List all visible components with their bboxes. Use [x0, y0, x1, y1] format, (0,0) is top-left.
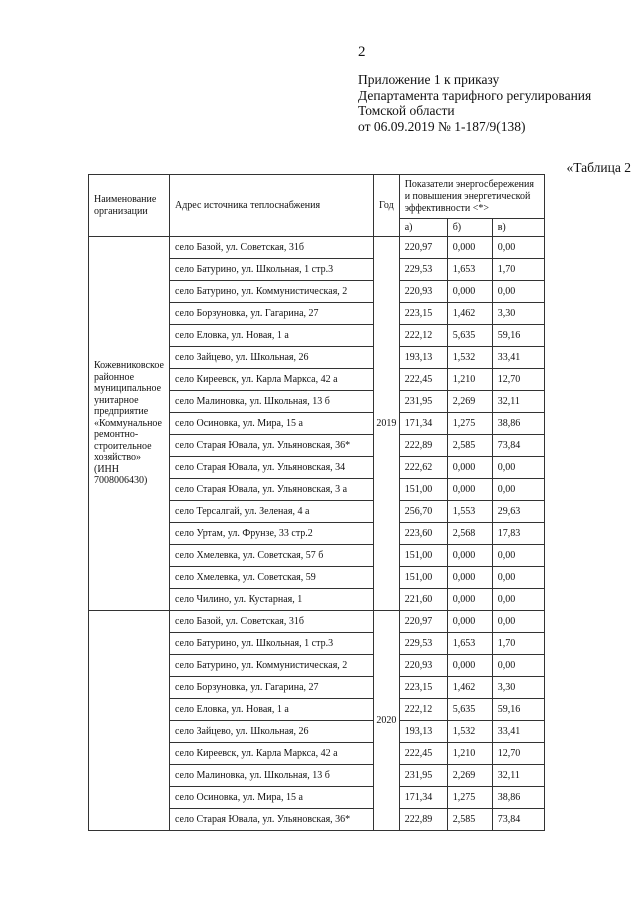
header-line-4: от 06.09.2019 № 1-187/9(138) [358, 118, 526, 134]
organization-name: Кожевниковское районное муниципальное унитарное предприятие «Коммунальное ремонтно-строительное хозяйство» (ИНН 7008006430) [89, 237, 170, 611]
address-cell: село Хмелевка, ул. Советская, 59 [170, 567, 374, 589]
col-header-indicators: Показатели энергосбережения и повышения энергетической эффективности <*> [399, 175, 544, 219]
value-b-cell: 1,210 [447, 743, 492, 765]
value-b-cell: 1,532 [447, 721, 492, 743]
value-a-cell: 223,15 [399, 303, 447, 325]
value-a-cell: 223,60 [399, 523, 447, 545]
value-c-cell: 12,70 [492, 743, 544, 765]
value-c-cell: 38,86 [492, 787, 544, 809]
value-c-cell: 38,86 [492, 413, 544, 435]
value-a-cell: 222,12 [399, 699, 447, 721]
address-cell: село Старая Ювала, ул. Ульяновская, 3 а [170, 479, 374, 501]
value-b-cell: 1,653 [447, 259, 492, 281]
address-cell: село Батурино, ул. Школьная, 1 стр.3 [170, 633, 374, 655]
value-a-cell: 229,53 [399, 633, 447, 655]
address-cell: село Старая Ювала, ул. Ульяновская, 36* [170, 809, 374, 831]
value-b-cell: 1,653 [447, 633, 492, 655]
value-b-cell: 0,000 [447, 281, 492, 303]
value-a-cell: 151,00 [399, 479, 447, 501]
value-a-cell: 193,13 [399, 721, 447, 743]
value-c-cell: 33,41 [492, 721, 544, 743]
value-a-cell: 151,00 [399, 545, 447, 567]
value-c-cell: 73,84 [492, 809, 544, 831]
address-cell: село Киреевск, ул. Карла Маркса, 42 а [170, 369, 374, 391]
value-c-cell: 17,83 [492, 523, 544, 545]
table-label: «Таблица 2 [566, 160, 631, 175]
address-cell: село Старая Ювала, ул. Ульяновская, 36* [170, 435, 374, 457]
value-c-cell: 1,70 [492, 633, 544, 655]
header-line-2: Департамента тарифного регулирования [358, 87, 592, 103]
value-c-cell: 73,84 [492, 435, 544, 457]
value-c-cell: 0,00 [492, 281, 544, 303]
col-header-year: Год [374, 175, 400, 237]
value-b-cell: 0,000 [447, 545, 492, 567]
table-row [89, 611, 545, 633]
value-b-cell: 1,210 [447, 369, 492, 391]
value-c-cell: 12,70 [492, 369, 544, 391]
value-c-cell: 33,41 [492, 347, 544, 369]
value-c-cell: 0,00 [492, 545, 544, 567]
value-c-cell: 0,00 [492, 479, 544, 501]
value-c-cell: 0,00 [492, 611, 544, 633]
col-header-a: а) [399, 219, 447, 237]
value-b-cell: 2,585 [447, 809, 492, 831]
value-c-cell: 0,00 [492, 457, 544, 479]
value-a-cell: 193,13 [399, 347, 447, 369]
value-a-cell: 231,95 [399, 765, 447, 787]
address-cell: село Батурино, ул. Коммунистическая, 2 [170, 655, 374, 677]
address-cell: село Осиновка, ул. Мира, 15 а [170, 413, 374, 435]
document-header [358, 72, 591, 134]
value-a-cell: 222,12 [399, 325, 447, 347]
address-cell: село Зайцево, ул. Школьная, 26 [170, 721, 374, 743]
value-b-cell: 2,269 [447, 391, 492, 413]
address-cell: село Чилино, ул. Кустарная, 1 [170, 589, 374, 611]
address-cell: село Уртам, ул. Фрунзе, 33 стр.2 [170, 523, 374, 545]
year-cell: 2019 [374, 237, 400, 611]
value-a-cell: 222,89 [399, 809, 447, 831]
address-cell: село Борзуновка, ул. Гагарина, 27 [170, 677, 374, 699]
value-b-cell: 1,532 [447, 347, 492, 369]
value-a-cell: 220,93 [399, 655, 447, 677]
value-c-cell: 1,70 [492, 259, 544, 281]
value-a-cell: 222,45 [399, 743, 447, 765]
value-c-cell: 0,00 [492, 589, 544, 611]
value-a-cell: 221,60 [399, 589, 447, 611]
address-cell: село Киреевск, ул. Карла Маркса, 42 а [170, 743, 374, 765]
value-b-cell: 5,635 [447, 325, 492, 347]
value-c-cell: 59,16 [492, 325, 544, 347]
col-header-c: в) [492, 219, 544, 237]
address-cell: село Еловка, ул. Новая, 1 а [170, 325, 374, 347]
value-a-cell: 171,34 [399, 787, 447, 809]
value-b-cell: 0,000 [447, 589, 492, 611]
value-c-cell: 0,00 [492, 567, 544, 589]
value-a-cell: 220,97 [399, 611, 447, 633]
value-c-cell: 32,11 [492, 391, 544, 413]
table-body [89, 237, 545, 831]
value-b-cell: 1,275 [447, 787, 492, 809]
address-cell: село Борзуновка, ул. Гагарина, 27 [170, 303, 374, 325]
value-c-cell: 0,00 [492, 655, 544, 677]
value-c-cell: 3,30 [492, 677, 544, 699]
address-cell: село Батурино, ул. Школьная, 1 стр.3 [170, 259, 374, 281]
header-line-3: Томской области [358, 103, 455, 118]
col-header-b: б) [447, 219, 492, 237]
address-cell: село Малиновка, ул. Школьная, 13 б [170, 391, 374, 413]
year-cell: 2020 [374, 611, 400, 831]
value-c-cell: 32,11 [492, 765, 544, 787]
header-line-1: Приложение 1 к приказу [358, 72, 500, 87]
value-b-cell: 0,000 [447, 479, 492, 501]
value-c-cell: 3,30 [492, 303, 544, 325]
value-a-cell: 151,00 [399, 567, 447, 589]
address-cell: село Базой, ул. Советская, 31б [170, 611, 374, 633]
address-cell: село Зайцево, ул. Школьная, 26 [170, 347, 374, 369]
address-cell: село Батурино, ул. Коммунистическая, 2 [170, 281, 374, 303]
value-b-cell: 0,000 [447, 655, 492, 677]
value-a-cell: 222,45 [399, 369, 447, 391]
value-a-cell: 220,93 [399, 281, 447, 303]
page-number: 2 [358, 44, 366, 60]
value-c-cell: 29,63 [492, 501, 544, 523]
address-cell: село Хмелевка, ул. Советская, 57 б [170, 545, 374, 567]
value-b-cell: 1,553 [447, 501, 492, 523]
value-b-cell: 5,635 [447, 699, 492, 721]
value-a-cell: 256,70 [399, 501, 447, 523]
value-b-cell: 2,585 [447, 435, 492, 457]
address-cell: село Старая Ювала, ул. Ульяновская, 34 [170, 457, 374, 479]
value-a-cell: 229,53 [399, 259, 447, 281]
table-row [89, 237, 545, 259]
value-b-cell: 1,275 [447, 413, 492, 435]
value-b-cell: 2,568 [447, 523, 492, 545]
value-b-cell: 0,000 [447, 567, 492, 589]
energy-table [88, 174, 545, 831]
value-a-cell: 223,15 [399, 677, 447, 699]
value-b-cell: 1,462 [447, 303, 492, 325]
value-a-cell: 231,95 [399, 391, 447, 413]
value-a-cell: 222,89 [399, 435, 447, 457]
value-a-cell: 220,97 [399, 237, 447, 259]
value-c-cell: 0,00 [492, 237, 544, 259]
address-cell: село Осиновка, ул. Мира, 15 а [170, 787, 374, 809]
col-header-address: Адрес источника теплоснабжения [170, 175, 374, 237]
value-a-cell: 222,62 [399, 457, 447, 479]
address-cell: село Базой, ул. Советская, 31б [170, 237, 374, 259]
value-b-cell: 1,462 [447, 677, 492, 699]
address-cell: село Терсалгай, ул. Зеленая, 4 а [170, 501, 374, 523]
address-cell: село Еловка, ул. Новая, 1 а [170, 699, 374, 721]
value-b-cell: 0,000 [447, 237, 492, 259]
address-cell: село Малиновка, ул. Школьная, 13 б [170, 765, 374, 787]
value-a-cell: 171,34 [399, 413, 447, 435]
value-c-cell: 59,16 [492, 699, 544, 721]
value-b-cell: 2,269 [447, 765, 492, 787]
organization-cell-empty [89, 611, 170, 831]
value-b-cell: 0,000 [447, 457, 492, 479]
col-header-org: Наименование организации [89, 175, 170, 237]
value-b-cell: 0,000 [447, 611, 492, 633]
